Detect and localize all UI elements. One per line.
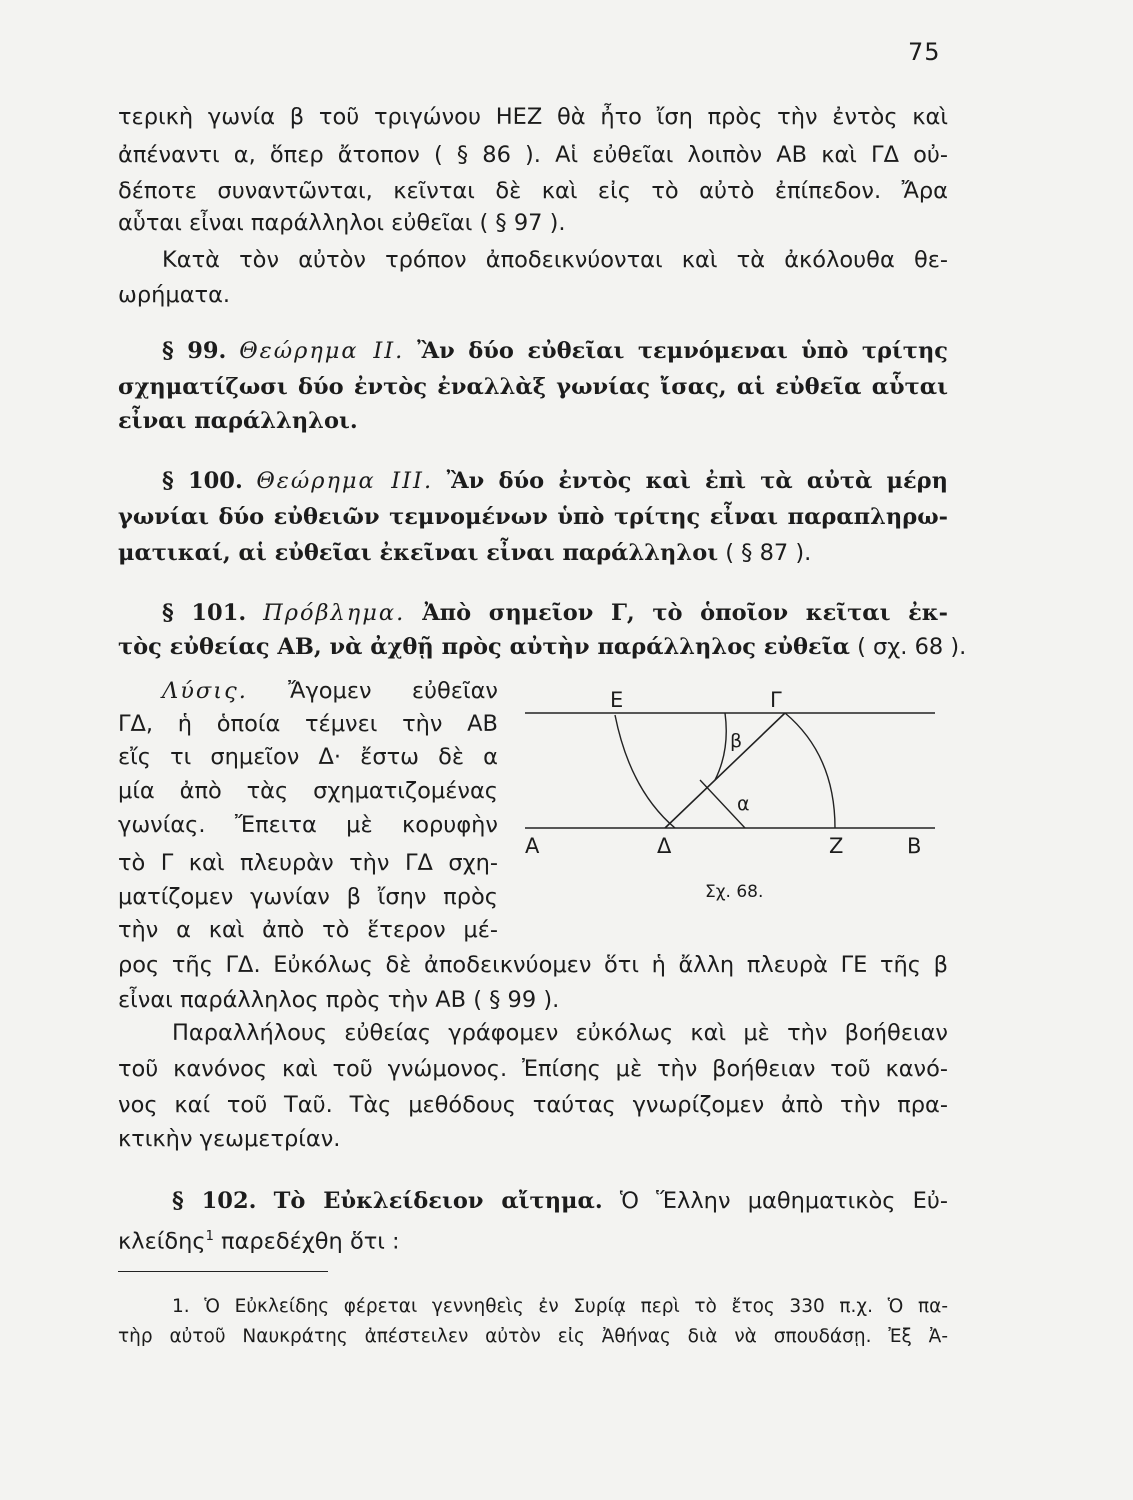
solution-line: γωνίας. Ἔπειτα μὲ κορυφὴν bbox=[118, 812, 498, 838]
solution-line: ρος τῆς ΓΔ. Εὐκόλως δὲ ἀποδεικνύομεν ὅτι ἡ ἄλλη πλευρὰ ΓΕ τῆς β bbox=[118, 952, 948, 978]
theorem-100-text: γωνίαι δύο εὐθειῶν τεμνομένων ὑπὸ τρίτης εἶναι παραπληρω- bbox=[118, 504, 948, 530]
text-line: ωρήματα. bbox=[118, 282, 231, 308]
label-Z: Ζ bbox=[829, 834, 844, 858]
label-B: Β bbox=[907, 834, 922, 858]
arc-left bbox=[615, 715, 675, 828]
text-line: τοῦ κανόνος καὶ τοῦ γνώμονος. Ἐπίσης μὲ τὴν βοήθειαν τοῦ κανό- bbox=[118, 1056, 948, 1082]
label-G: Γ bbox=[770, 688, 782, 712]
text-line: ἀπέναντι α, ὅπερ ἄτοπον ( § 86 ). Αἱ εὐθεῖαι λοιπὸν ΑΒ καὶ ΓΔ οὐ- bbox=[118, 142, 948, 168]
solution-line: εἴς τι σημεῖον Δ· ἔστω δὲ α bbox=[118, 744, 498, 770]
theorem-99-heading bbox=[162, 336, 948, 366]
solution-line: ματίζομεν γωνίαν β ἴσην πρὸς bbox=[118, 884, 498, 910]
text-line: αὗται εἶναι παράλληλοι εὐθεῖαι ( § 97 ). bbox=[118, 210, 566, 236]
solution-text: Ἄγομεν εὐθεῖαν bbox=[288, 678, 498, 704]
label-alpha: α bbox=[737, 793, 750, 815]
text-line: κτικὴν γεωμετρίαν. bbox=[118, 1126, 341, 1152]
theorem-99-text: εἶναι παράλληλοι. bbox=[118, 408, 358, 434]
problem-101-heading bbox=[162, 598, 948, 628]
arc-right bbox=[785, 713, 835, 828]
text-line: νος καί τοῦ Ταῦ. Τὰς μεθόδους ταύτας γνωρίζομεν ἀπὸ τὴν πρα- bbox=[118, 1092, 948, 1118]
section-number: § 101. bbox=[162, 600, 247, 626]
solution-line: τὴν α καὶ ἀπὸ τὸ ἕτερον μέ- bbox=[118, 917, 498, 943]
line-GD bbox=[665, 713, 785, 828]
reference: ( § 87 ). bbox=[718, 540, 812, 566]
text-line: Παραλλήλους εὐθείας γράφομεν εὐκόλως καὶ μὲ τὴν βοήθειαν bbox=[172, 1020, 948, 1046]
section-text: κλείδης bbox=[118, 1228, 206, 1255]
footnote-line: 1. Ὁ Εὐκλείδης φέρεται γεννηθεὶς ἐν Συρίᾳ περὶ τὸ ἔτος 330 π.χ. Ὁ πα- bbox=[172, 1296, 948, 1317]
figure-caption: Σχ. 68. bbox=[705, 882, 764, 902]
page-number: 75 bbox=[908, 38, 941, 66]
section-102-text bbox=[118, 1222, 948, 1257]
footnote-marker: 1 bbox=[205, 1229, 214, 1244]
solution-line: εἶναι παράλληλος πρὸς τὴν ΑΒ ( § 99 ). bbox=[118, 987, 560, 1013]
label-A: Α bbox=[525, 834, 540, 858]
section-number: § 100. bbox=[162, 468, 243, 494]
theorem-text: Ἂν δύο ἐντὸς καὶ ἐπὶ τὰ αὐτὰ μέρη bbox=[446, 468, 948, 494]
solution-line: μία ἀπὸ τὰς σχηματιζομένας bbox=[118, 778, 498, 804]
section-text: Ὁ Ἕλλην μαθηματικὸς Εὐ- bbox=[619, 1188, 948, 1214]
theorem-label: Θεώρημα ΙΙ. bbox=[239, 338, 405, 364]
solution-line bbox=[162, 676, 498, 706]
footnote-rule bbox=[118, 1271, 328, 1272]
section-102-heading bbox=[172, 1186, 948, 1216]
label-D: Δ bbox=[657, 834, 672, 858]
theorem-label: Θεώρημα ΙΙΙ. bbox=[256, 468, 434, 494]
theorem-99-text: σχηματίζωσι δύο ἐντὸς ἐναλλὰξ γωνίας ἴσας, αἱ εὐθεῖα αὗται bbox=[118, 374, 948, 400]
label-E: Ε bbox=[610, 688, 624, 712]
figure-68 bbox=[515, 685, 945, 915]
problem-text: Ἀπὸ σημεῖον Γ, τὸ ὁποῖον κεῖται ἐκ- bbox=[422, 600, 948, 626]
label-beta: β bbox=[730, 730, 743, 752]
problem-label: Πρόβλημα. bbox=[263, 600, 406, 626]
problem-text: τὸς εὐθείας ΑΒ, νὰ ἀχθῇ πρὸς αὐτὴν παράλληλος εὐθεῖα bbox=[118, 634, 850, 660]
solution-label: Λύσις. bbox=[162, 678, 248, 704]
text-line: Κατὰ τὸν αὐτὸν τρόπον ἀποδεικνύονται καὶ τὰ ἀκόλουθα θε- bbox=[162, 247, 948, 273]
theorem-text: Ἂν δύο εὐθεῖαι τεμνόμεναι ὑπὸ τρίτης bbox=[417, 338, 949, 364]
solution-line: τὸ Γ καὶ πλευρὰν τὴν ΓΔ σχη- bbox=[118, 850, 498, 876]
section-number: § 99. bbox=[162, 338, 227, 364]
solution-line: ΓΔ, ἡ ὁποία τέμνει τὴν ΑΒ bbox=[118, 711, 498, 737]
problem-101-text bbox=[118, 632, 967, 662]
section-text: παρεδέχθη ὅτι : bbox=[213, 1228, 400, 1255]
section-number: § 102. bbox=[172, 1188, 257, 1214]
text-line: δέποτε συναντῶνται, κεῖνται δὲ καὶ εἰς τὸ αὐτὸ ἐπίπεδον. Ἄρα bbox=[118, 178, 948, 204]
text-line: τερικὴ γωνία β τοῦ τριγώνου ΗΕΖ θὰ ἦτο ἴση πρὸς τὴν ἐντὸς καὶ bbox=[118, 104, 948, 130]
figure-reference: ( σχ. 68 ). bbox=[849, 634, 967, 660]
theorem-100-text bbox=[118, 538, 948, 568]
footnote-line: τὴρ αὐτοῦ Ναυκράτης ἀπέστειλεν αὐτὸν εἰς Ἀθήνας διὰ νὰ σπουδάσῃ. Ἐξ Ἀ- bbox=[118, 1326, 948, 1347]
theorem-100-heading bbox=[162, 466, 948, 496]
theorem-text: ματικαί, αἱ εὐθεῖαι ἐκεῖναι εἶναι παράλληλοι bbox=[118, 540, 719, 566]
section-title: Τὸ Εὐκλείδειον αἴτημα. bbox=[273, 1188, 603, 1214]
